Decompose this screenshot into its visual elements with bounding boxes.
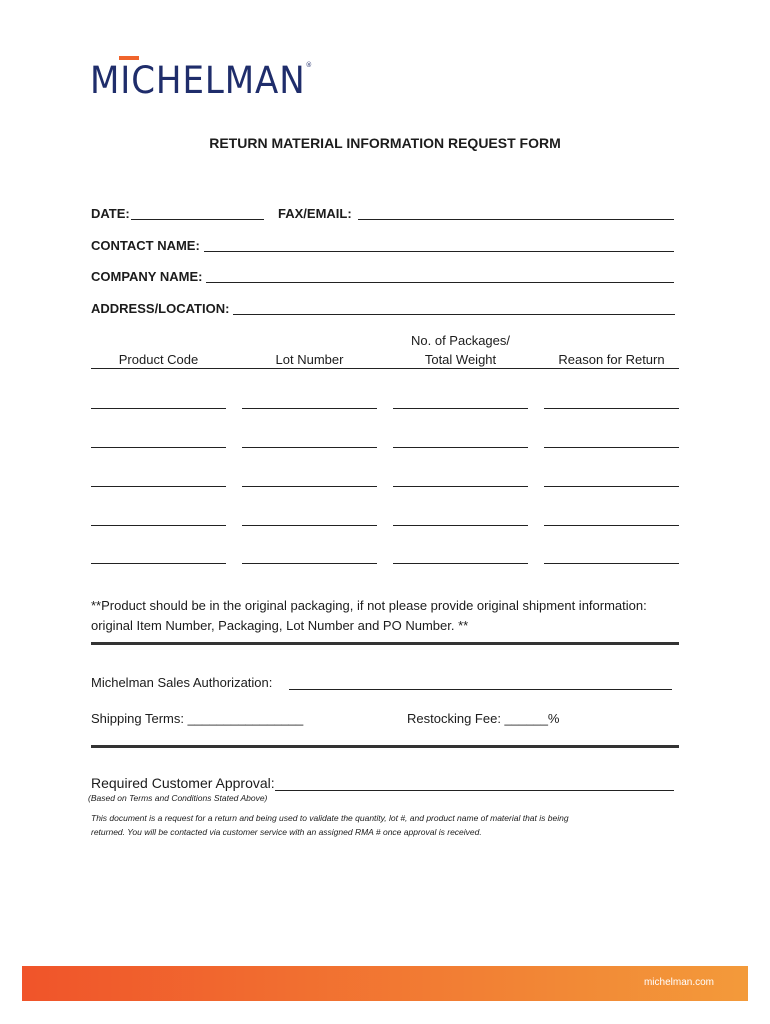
table-cell-field[interactable] — [242, 486, 377, 487]
table-cell-field[interactable] — [393, 447, 528, 448]
shipping-terms-field[interactable]: Shipping Terms: ________________ — [91, 711, 304, 726]
table-header-rule — [91, 368, 679, 369]
packaging-note-line1: **Product should be in the original packaging, if not please provide original shipment information: — [91, 598, 647, 613]
disclaimer-line2: returned. You will be contacted via customer service with an assigned RMA # once approval is received. — [91, 827, 482, 837]
header-line1 — [544, 331, 679, 350]
date-label: DATE: — [91, 206, 130, 221]
column-header-reason-for-return — [544, 331, 679, 369]
column-header-product-code — [91, 331, 226, 369]
header-line1: No. of Packages/ — [411, 333, 510, 348]
restocking-fee-field[interactable]: Restocking Fee: ______% — [407, 711, 560, 726]
header-line2: Lot Number — [275, 352, 344, 367]
table-cell-field[interactable] — [91, 486, 226, 487]
table-cell-field[interactable] — [91, 563, 226, 564]
section-divider — [91, 642, 679, 645]
footer-website-link[interactable]: michelman.com — [643, 977, 714, 988]
table-cell-field[interactable] — [242, 563, 377, 564]
table-cell-field[interactable] — [242, 525, 377, 526]
table-cell-field[interactable] — [393, 486, 528, 487]
fax-email-label: FAX/EMAIL: — [278, 206, 352, 221]
sales-authorization-field[interactable] — [289, 689, 672, 690]
table-cell-field[interactable] — [544, 563, 679, 564]
header-line2: Reason for Return — [558, 352, 665, 367]
table-cell-field[interactable] — [544, 408, 679, 409]
column-header-packages-weight — [393, 331, 528, 369]
header-line1 — [242, 331, 377, 350]
company-name-label: COMPANY NAME: — [91, 269, 203, 284]
address-location-field[interactable] — [233, 314, 675, 315]
footer-bar — [22, 966, 748, 1001]
logo-text: MICHELMAN — [90, 59, 306, 102]
customer-approval-field[interactable] — [275, 790, 674, 791]
approval-subtext: (Based on Terms and Conditions Stated Above) — [88, 793, 268, 803]
michelman-logo — [90, 59, 314, 102]
contact-name-field[interactable] — [204, 251, 674, 252]
table-cell-field[interactable] — [242, 408, 377, 409]
address-location-label: ADDRESS/LOCATION: — [91, 301, 230, 316]
table-cell-field[interactable] — [91, 447, 226, 448]
table-cell-field[interactable] — [544, 525, 679, 526]
packaging-note-line2: original Item Number, Packaging, Lot Number and PO Number. ** — [91, 618, 469, 633]
sales-authorization-label: Michelman Sales Authorization: — [91, 675, 273, 690]
form-title: RETURN MATERIAL INFORMATION REQUEST FORM — [209, 135, 561, 151]
table-cell-field[interactable] — [393, 408, 528, 409]
section-divider — [91, 745, 679, 748]
registered-mark: ® — [305, 61, 314, 69]
header-line2: Total Weight — [424, 352, 497, 367]
contact-name-label: CONTACT NAME: — [91, 238, 200, 253]
header-line2: Product Code — [118, 352, 199, 367]
table-cell-field[interactable] — [393, 525, 528, 526]
table-cell-field[interactable] — [544, 447, 679, 448]
table-cell-field[interactable] — [393, 563, 528, 564]
table-cell-field[interactable] — [91, 525, 226, 526]
disclaimer-line1: This document is a request for a return and being used to validate the quantity, lot #, and product name of material that is being — [91, 813, 569, 823]
fax-email-field[interactable] — [358, 219, 674, 220]
date-field[interactable] — [131, 219, 264, 220]
table-cell-field[interactable] — [544, 486, 679, 487]
table-cell-field[interactable] — [242, 447, 377, 448]
company-name-field[interactable] — [206, 282, 674, 283]
customer-approval-label: Required Customer Approval: — [91, 775, 275, 791]
table-cell-field[interactable] — [91, 408, 226, 409]
column-header-lot-number — [242, 331, 377, 369]
header-line1 — [91, 331, 226, 350]
